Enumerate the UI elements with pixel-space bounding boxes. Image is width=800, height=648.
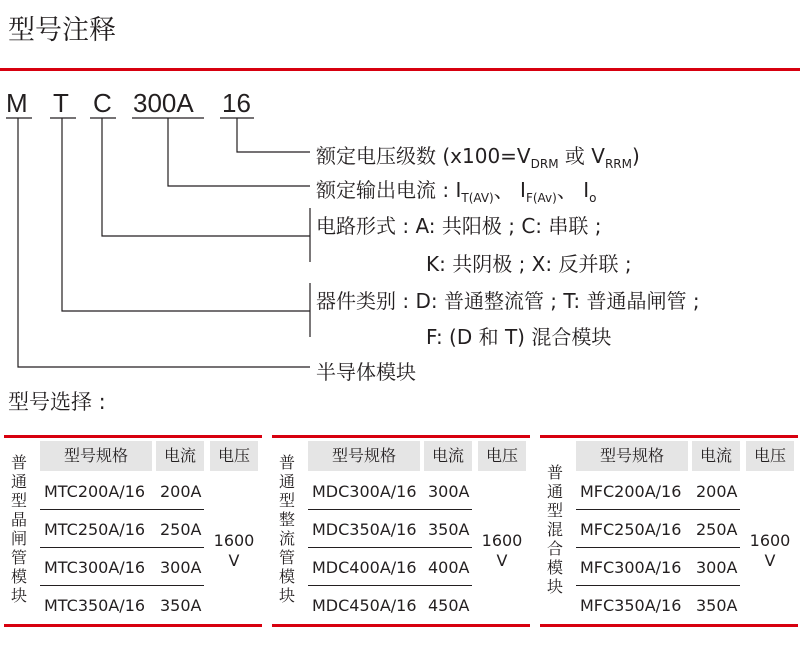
row-separator — [576, 547, 740, 548]
row-separator — [308, 509, 472, 510]
cell-current: 400A — [428, 558, 470, 577]
cell-current: 450A — [428, 596, 470, 615]
header-voltage: 电压 — [210, 441, 258, 471]
code-current: 300A — [133, 88, 194, 118]
header-current: 电流 — [424, 441, 472, 471]
cell-current: 300A — [428, 482, 470, 501]
selection-table — [272, 435, 530, 630]
code-m: M — [6, 88, 28, 118]
table-bottom-rule — [272, 624, 530, 627]
cell-current: 250A — [696, 520, 738, 539]
note-circuit-1: 电路形式 : A: 共阳极 ; C: 串联 ; — [316, 214, 602, 238]
selection-table — [4, 435, 262, 630]
note-current: 额定输出电流 : $I_{T(AV)}$、 $I_{F(Av)}$、 $I_o$ — [316, 178, 597, 205]
note-device-2: F: (D 和 T) 混合模块 — [426, 325, 612, 349]
cell-model: MFC350A/16 — [580, 596, 682, 615]
table-category: 普 通 型 混 合 模 块 — [546, 463, 563, 596]
cell-voltage: 1600 V — [481, 531, 523, 570]
header-current: 电流 — [156, 441, 204, 471]
cell-model: MTC200A/16 — [44, 482, 146, 501]
note-device-1: 器件类别 : D: 普通整流管 ; T: 普通晶闸管 ; — [316, 289, 700, 313]
row-separator — [40, 585, 204, 586]
code-t: T — [53, 88, 69, 118]
cell-model: MTC350A/16 — [44, 596, 146, 615]
header-voltage: 电压 — [478, 441, 526, 471]
note-module: 半导体模块 — [316, 360, 416, 384]
header-model: 型号规格 — [576, 441, 688, 471]
cell-model: MFC200A/16 — [580, 482, 682, 501]
row-separator — [576, 585, 740, 586]
cell-current: 250A — [160, 520, 202, 539]
table-category: 普 通 型 整 流 管 模 块 — [278, 453, 295, 605]
code-voltage: 16 — [222, 88, 251, 118]
code-c: C — [93, 88, 112, 118]
row-separator — [40, 547, 204, 548]
header-model: 型号规格 — [40, 441, 152, 471]
header-model: 型号规格 — [308, 441, 420, 471]
cell-current: 350A — [696, 596, 738, 615]
note-voltage: 额定电压级数 ($x100=V_{DRM}$ 或 $V_{RRM}$) — [316, 144, 640, 171]
table-top-rule — [540, 435, 798, 438]
row-separator — [40, 509, 204, 510]
cell-voltage: 1600 V — [213, 531, 255, 570]
selection-table — [540, 435, 798, 630]
cell-model: MDC350A/16 — [312, 520, 417, 539]
table-bottom-rule — [4, 624, 262, 627]
cell-voltage: 1600 V — [749, 531, 791, 570]
row-separator — [576, 509, 740, 510]
cell-current: 200A — [160, 482, 202, 501]
table-bottom-rule — [540, 624, 798, 627]
page-title: 型号注释 — [8, 15, 116, 46]
cell-model: MTC250A/16 — [44, 520, 146, 539]
header-voltage: 电压 — [746, 441, 794, 471]
cell-current: 200A — [696, 482, 738, 501]
row-separator — [308, 585, 472, 586]
cell-model: MTC300A/16 — [44, 558, 146, 577]
cell-current: 350A — [160, 596, 202, 615]
cell-model: MFC300A/16 — [580, 558, 682, 577]
cell-current: 300A — [696, 558, 738, 577]
cell-model: MDC450A/16 — [312, 596, 417, 615]
note-circuit-2: K: 共阴极 ; X: 反并联 ; — [426, 252, 632, 276]
cell-model: MFC250A/16 — [580, 520, 682, 539]
table-category: 普 通 型 晶 闸 管 模 块 — [10, 453, 27, 605]
row-separator — [308, 547, 472, 548]
cell-current: 350A — [428, 520, 470, 539]
selection-title: 型号选择 : — [8, 390, 106, 414]
table-top-rule — [272, 435, 530, 438]
header-current: 电流 — [692, 441, 740, 471]
cell-model: MDC300A/16 — [312, 482, 417, 501]
cell-model: MDC400A/16 — [312, 558, 417, 577]
table-top-rule — [4, 435, 262, 438]
cell-current: 300A — [160, 558, 202, 577]
